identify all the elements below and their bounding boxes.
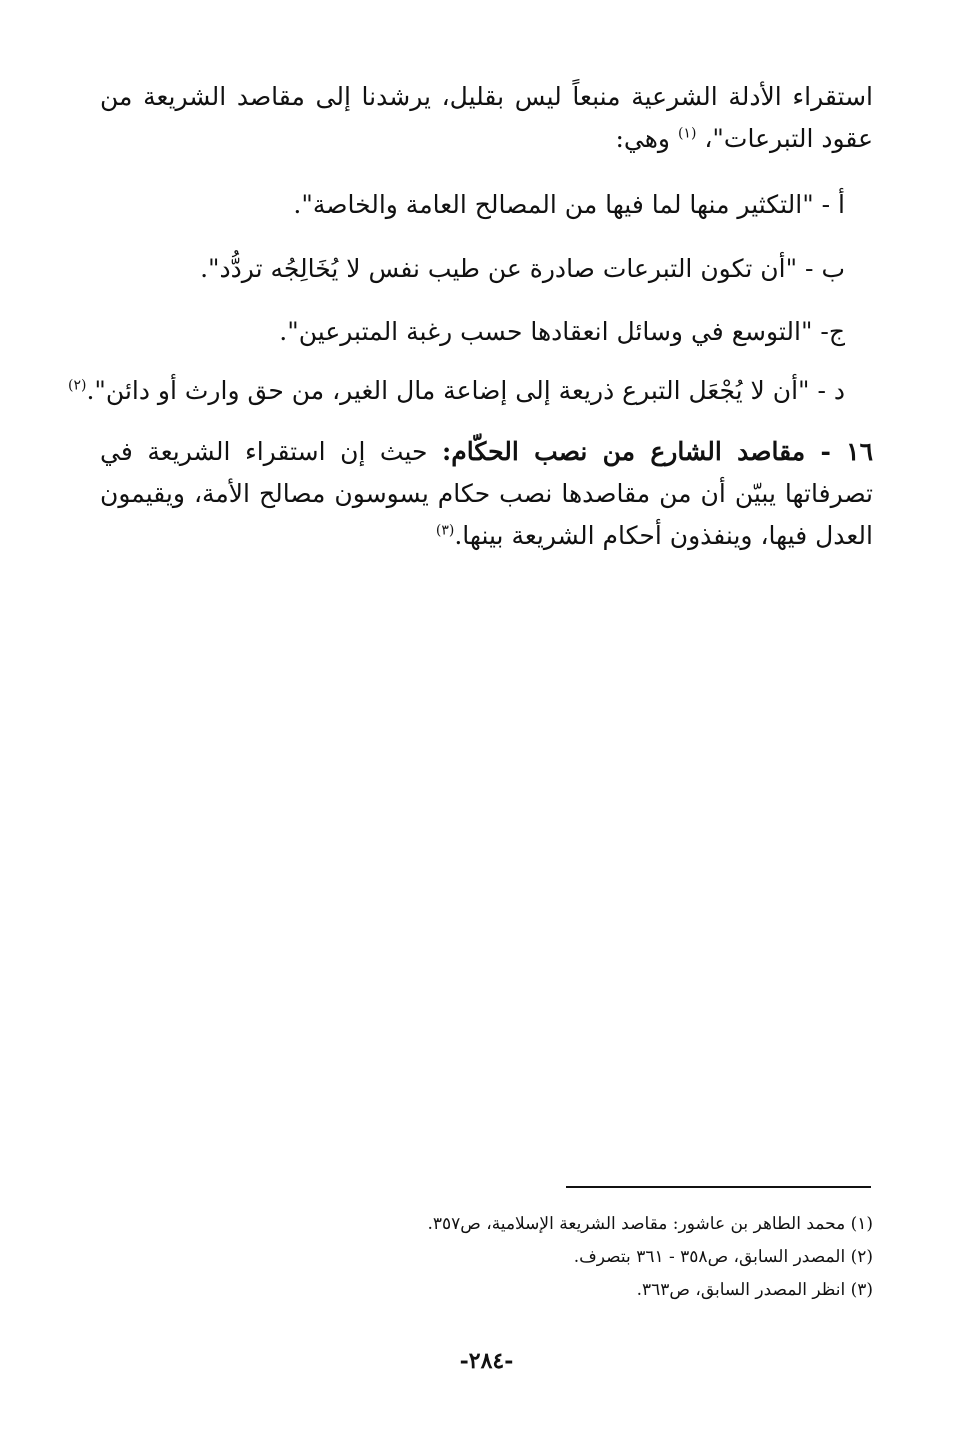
footnote-separator (566, 1186, 871, 1188)
paragraph-16 (100, 431, 873, 557)
paragraph-text: استقراء الأدلة الشرعية منبعاً ليس بقليل، يرشدنا إلى مقاصد الشريعة من عقود التبرعات"، (100, 82, 873, 153)
footnote-1: (١) محمد الطاهر بن عاشور: مقاصد الشريعة الإسلامية، ص٣٥٧. (427, 1214, 873, 1234)
footnote-2: (٢) المصدر السابق، ص٣٥٨ - ٣٦١ بتصرف. (573, 1247, 873, 1267)
page-number: -٢٨٤- (459, 1348, 514, 1374)
list-item-b: ب - "أن تكون التبرعات صادرة عن طيب نفس لا يُخَالِجُه تردُّد". (200, 254, 845, 283)
footnote-ref-3: (٣) (435, 522, 455, 539)
paragraph-tabarruat-intro (100, 76, 873, 160)
list-item-c: ج- "التوسع في وسائل انعقادها حسب رغبة المتبرعين". (279, 317, 845, 346)
footnote-3: (٣) انظر المصدر السابق، ص٣٦٣. (636, 1280, 873, 1300)
list-item-a: أ - "التكثير منها لما فيها من المصالح العامة والخاصة". (293, 190, 845, 219)
footnote-ref-1: (١) (677, 125, 697, 142)
section-heading-16: ١٦ - مقاصد الشارع من نصب الحكّام: (442, 437, 873, 466)
list-item-d (68, 370, 845, 412)
footnote-ref-2: (٢) (68, 377, 87, 394)
list-item-d-text: د - "أن لا يُجْعَل التبرع ذريعة إلى إضاعة مال الغير، من حق وارث أو دائن". (86, 376, 845, 405)
paragraph-16-text: حيث إن استقراء الشريعة في تصرفاتها يبيّن أن من مقاصدها نصب حكام يسوسون مصالح الأمة، ويقيمون العدل فيها، وينفذون أحكام الشريعة بينها. (100, 437, 873, 550)
paragraph-tail: وهي: (615, 124, 678, 153)
